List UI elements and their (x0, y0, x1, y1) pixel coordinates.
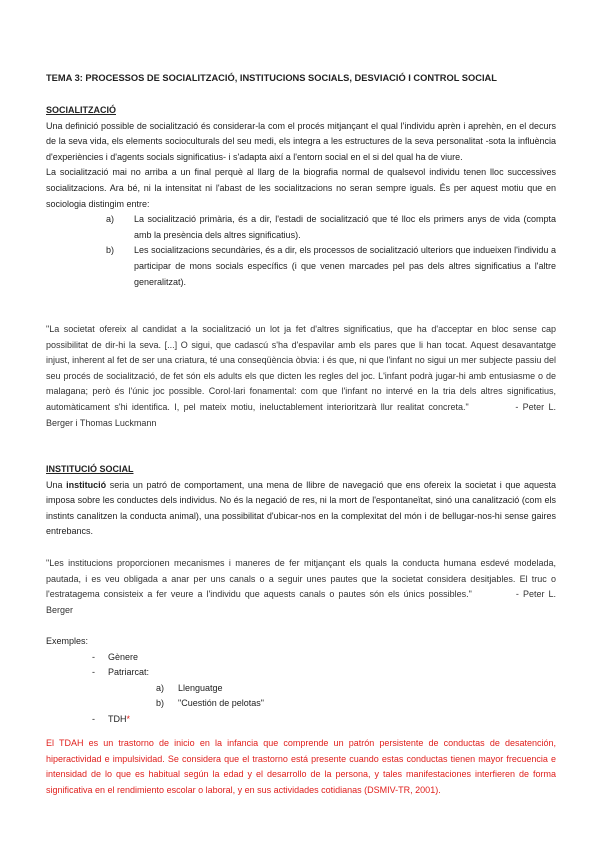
list-item-text: "Cuestión de pelotas" (178, 698, 264, 709)
examples-block (46, 634, 556, 728)
quote-text: "Les institucions proporcionen mecanismes i maneres de fer mitjançant els quals la conducta humana esdevé modelada, pautada, i es veu obligada a anar per uns canals o a seguir unes pautes que la societat considera desitjables. El truc o l'estratagema consisteix a fer veure a l'individu que aquests canals o pautes són els únics possibles." (46, 558, 556, 600)
institucio-term: institució (66, 479, 107, 490)
list-item-text: Gènere (108, 651, 139, 662)
socialitzacio-heading: SOCIALITZACIÓ (46, 105, 116, 115)
dash-marker: - (92, 651, 95, 662)
socialitzacio-list (46, 212, 556, 290)
socialitzacio-paragraph-1: Una definició possible de socialització és considerar-la com el procés mitjançant el qual l'individu aprèn i aprehèn, en el decurs de la seva vida, els elements socioculturals del seu medi, els integra a les estructures de la seva personalitat -sota la influència d'experiències i d'agents socials significatius- i s'adapta així a l'entorn social en el si del qual ha de viure. (46, 120, 556, 162)
dash-marker: - (92, 667, 95, 678)
quote-text: "La societat ofereix al candidat a la socialització un lot ja fet d'altres significatius, que ha d'acceptar en bloc sense cap possibilitat de dir-hi la seva. [...] O sigui, que cadascú s'ha d'espavilar amb els pares que li han tocat. Aquest desavantatge injust, inherent al fet de ser una criatura, té una conseqüència òbvia: i és que, ni que l'infant no sigui un mer subjecte passiu del seu procés de socialització, de fet són els adults els que dicten les regles del joc. L'infant podrà jugar-hi amb entusiasme o de malagana; però és l'únic joc possible. Corol·lari fonamental: com que l'infant no intervé en la tria dels altres significatius, automàticament s'hi identifica. I, pel mateix motiu, ineluctablement interioritzarà llur realitat concreta." (46, 324, 556, 412)
list-item (46, 665, 556, 681)
quote-author: - Peter L. Berger (46, 589, 556, 615)
socialitzacio-paragraph-2: La socialització mai no arriba a un final perquè al llarg de la biografia normal de qualsevol individu tenen lloc successives socialitzacions. Ara bé, ni la intensitat ni l'abast de les socialitzacions no seran sempre iguals. És per aquest motiu que en sociologia distingim entre: (46, 167, 556, 209)
institucio-paragraph-1: Una institució seria un patró de comportament, una mena de llibre de navegació que ens ofereix la societat i que aquesta imposa sobre les conductes dels individus. No és la negació de res, ni la mort de l'espontaneïtat, sinó una canalització (com els instints canalitzen la conducta animal), una possibilitat d'ubicar-nos en la complexitat del món i de bellugar-nos-hi sense gaires entrebancs. (46, 479, 556, 537)
sub-list-item (46, 696, 556, 712)
list-item-text: La socialització primària, és a dir, l'estadi de socialització que té lloc els primers anys de vida (compta amb la presència dels altres significatius). (134, 214, 556, 240)
socialitzacio-quote (46, 322, 556, 431)
list-item (106, 212, 556, 243)
footnote-star: * (126, 713, 131, 724)
list-marker: b) (156, 698, 165, 709)
list-item (106, 243, 556, 290)
list-item (46, 712, 556, 728)
examples-label: Exemples: (46, 636, 89, 646)
list-item-text: Llenguatge (178, 682, 223, 693)
tdah-note: El TDAH es un trastorno de inicio en la infancia que comprende un patrón persistente de conductas de desatención, hiperactividad e impulsividad. Se considera que el trastorno está presente cuando estas conductas tienen mayor frecuencia e intensidad de lo que es habitual según la edad y el desarrollo de la persona, y tales manifestaciones interfieren de forma significativa en el rendimiento escolar o laboral, y en sus actividades cotidianas (DSMIV-TR, 2001). (46, 738, 556, 795)
institucio-heading: INSTITUCIÓ SOCIAL (46, 464, 134, 474)
list-item-text: TDH (108, 713, 127, 724)
list-marker: a) (156, 682, 165, 693)
list-item-text: Les socialitzacions secundàries, és a dir, els processos de socialització ulteriors que indueixen l'individu a participar de mons socials específics (i que venen marcades pel pas dels altres significatius a l'altre generalitzat). (134, 245, 556, 287)
list-marker: b) (106, 245, 115, 256)
list-item-text: Patriarcat: (108, 667, 150, 678)
sub-list-item (46, 681, 556, 697)
institucio-quote (46, 556, 556, 618)
quote-author: - Peter L. Berger i Thomas Luckmann (46, 401, 556, 428)
list-marker: a) (106, 214, 115, 225)
institucio-section (46, 462, 556, 540)
dash-marker: - (92, 713, 95, 724)
page-title: TEMA 3: PROCESSOS DE SOCIALITZACIÓ, INSTITUCIONS SOCIALS, DESVIACIÓ I CONTROL SOCIAL (46, 73, 497, 83)
socialitzacio-section (46, 103, 556, 290)
list-item (46, 650, 556, 666)
